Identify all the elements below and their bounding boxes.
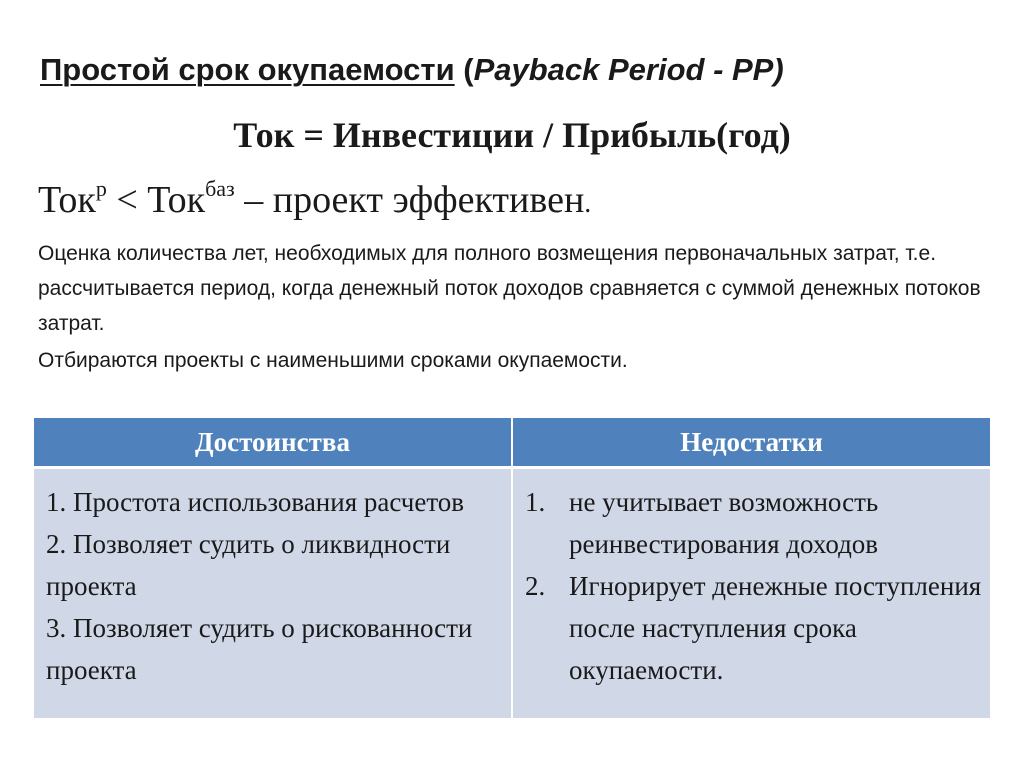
disadvantage-text: Игнорирует денежные поступления после наступления срока окупаемости.: [569, 571, 982, 685]
comparison-table: [34, 418, 990, 718]
selection-paragraph: Отбираются проекты с наименьшими сроками окупаемости.: [38, 349, 628, 372]
disadvantage-number: 1.: [525, 487, 546, 517]
title-main: Простой срок окупаемости: [40, 52, 455, 87]
title-english: Payback Period - PP): [473, 52, 784, 87]
header-disadvantages: Недостатки: [512, 418, 990, 468]
disadvantages-list: [525, 481, 982, 691]
disadvantage-item-1: [525, 481, 982, 565]
table-header-row: [34, 418, 990, 468]
advantage-item-1: 1. Простота использования расчетов: [46, 487, 465, 517]
advantages-cell: [34, 468, 512, 718]
description-paragraph: Оценка количества лет, необходимых для полного возмещения первоначальных затрат, т.е. рассчитывается период, когда денежный поток доходов сравняется с суммой денежных потоков затрат.: [38, 242, 981, 335]
criterion-lhs: Ток: [38, 179, 96, 221]
criterion-dot: .: [584, 188, 592, 219]
disadvantages-cell: [512, 468, 990, 718]
page-title: [40, 52, 784, 88]
advantage-item-3: 3. Позволяет судить о рискованности проекта: [46, 613, 473, 685]
disadvantage-text: не учитывает возможность реинвестирования доходов: [569, 487, 879, 559]
title-paren: (: [454, 52, 474, 87]
header-advantages: Достоинства: [34, 418, 512, 468]
disadvantage-number: 2.: [525, 571, 546, 601]
criterion-rhs: Ток: [147, 179, 206, 221]
criterion-operator: <: [106, 179, 148, 221]
efficiency-criterion: [38, 178, 591, 222]
disadvantage-item-2: [525, 565, 982, 691]
criterion-tail: – проект эффективен: [234, 179, 585, 221]
criterion-lhs-sup: р: [95, 176, 107, 201]
table-row: [34, 468, 990, 718]
payback-formula: Ток = Инвестиции / Прибыль(год): [233, 115, 791, 155]
criterion-rhs-sup: баз: [205, 176, 235, 201]
advantage-item-2: 2. Позволяет судить о ликвидности проекта: [46, 529, 451, 601]
